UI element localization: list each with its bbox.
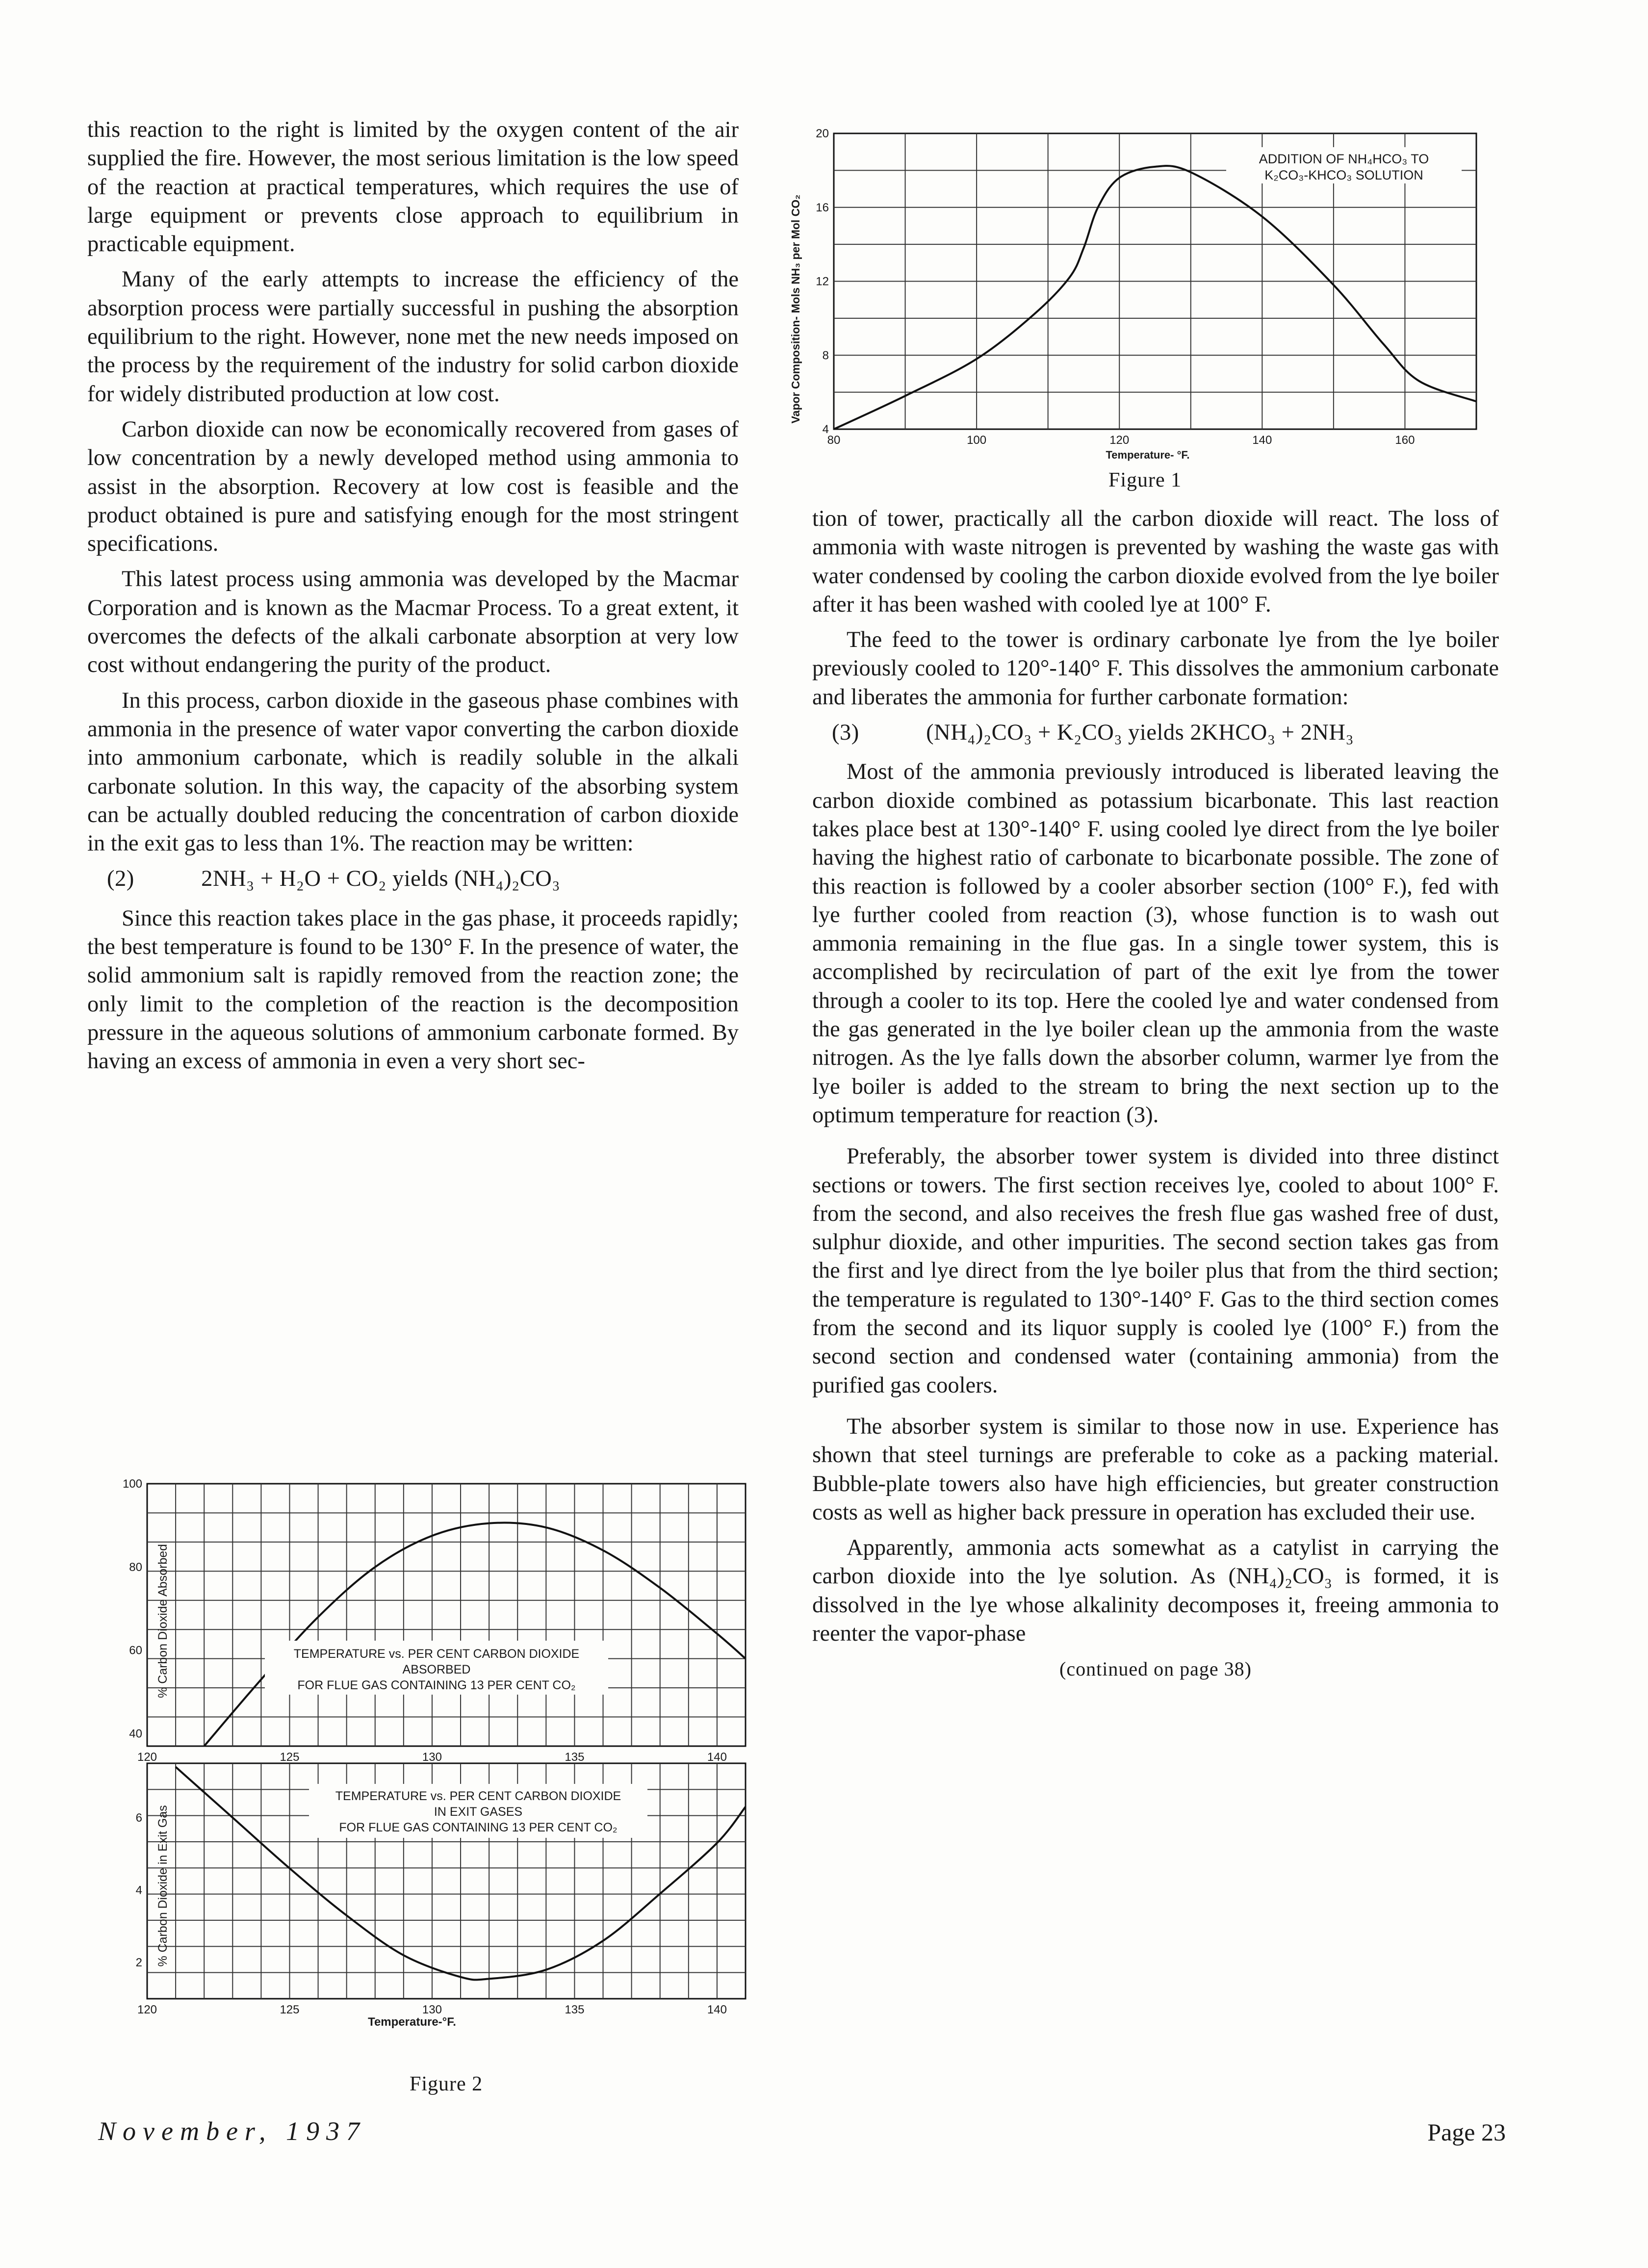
equation-body: (NH₄)₂CO₃ + K₂CO₃ yields 2KHCO₃ + 2NH₃ bbox=[926, 720, 1354, 746]
figure-1-caption: Figure 1 bbox=[1108, 469, 1182, 491]
y-tick-label: 60 bbox=[129, 1644, 142, 1657]
figure-2-top-legend-line2: ABSORBED bbox=[402, 1663, 471, 1676]
paragraph: Many of the early attempts to increase the efficiency of the absorption process were partially successful in pushing the absorption equilibrium to the right. However, none met the new needs imposed on the process by the requirement of the industry for solid carbon dioxide for widely distributed production at low cost. bbox=[87, 267, 739, 407]
figure-2-top-ylabel: % Carbon Dioxide Absorbed bbox=[156, 1544, 170, 1699]
figure-2-top-curve bbox=[204, 1523, 746, 1746]
paragraph: Apparently, ammonia acts somewhat as a catylist in carrying the carbon dioxide into the lye solution. As (NH₄)₂CO₃ is formed, it is dissolved in the lye whose alkalinity decomposes it, freeing ammonia to reenter the vapor-phase bbox=[812, 1535, 1499, 1646]
figure-1-curve bbox=[834, 166, 1476, 429]
figure-2-top-ticks bbox=[123, 1479, 727, 1764]
equation-body: 2NH₃ + H₂O + CO₂ yields (NH₄)₂CO₃ bbox=[201, 866, 561, 892]
paragraph: The feed to the tower is ordinary carbonate lye from the lye boiler previously cooled to 120°-140° F. This dissolves the ammonium carbonate and liberates the ammonia for further carbonate formation: bbox=[812, 627, 1499, 710]
equation-2 bbox=[87, 865, 739, 893]
x-tick-label: 120 bbox=[137, 2003, 157, 2016]
figure-2-chart bbox=[118, 1479, 775, 2038]
figure-1-ylabel: Vapor Composition- Mols NH₃ per Mol CO₂ bbox=[789, 194, 802, 424]
figure-2-top-legend-line1: TEMPERATURE vs. PER CENT CARBON DIOXIDE bbox=[293, 1647, 580, 1661]
x-tick-label: 135 bbox=[565, 1751, 585, 1764]
figure-1-legend-line2: K₂CO₃-KHCO₃ SOLUTION bbox=[1264, 168, 1423, 182]
x-tick-label: 140 bbox=[707, 1751, 727, 1764]
x-tick-label: 135 bbox=[565, 2003, 585, 2016]
x-tick-label: 130 bbox=[422, 2003, 442, 2016]
x-tick-label: 125 bbox=[280, 1751, 300, 1764]
paragraph: In this process, carbon dioxide in the gaseous phase combines with ammonia in the presence of water vapor converting the carbon dioxide into ammonium carbonate, which is readily soluble in the alkali carbonate solution. In this way, the capacity of the absorbing system can be actually doubled reducing the concentration of carbon dioxide in the exit gas to less than 1%. The reaction may be written: bbox=[87, 688, 739, 856]
figure-1-xlabel: Temperature- °F. bbox=[1106, 449, 1190, 461]
x-tick-label: 140 bbox=[1252, 434, 1272, 447]
figure-2-bottom-legend-line2: IN EXIT GASES bbox=[434, 1805, 523, 1819]
figure-2-xlabel: Temperature-°F. bbox=[368, 2015, 456, 2029]
x-tick-label: 140 bbox=[707, 2003, 727, 2016]
figure-1-legend-line1: ADDITION OF NH₄HCO₃ TO bbox=[1259, 152, 1429, 166]
y-tick-label: 20 bbox=[816, 127, 829, 140]
x-tick-label: 80 bbox=[827, 434, 841, 447]
paragraph: this reaction to the right is limited by the oxygen content of the air supplied the fire. However, the most serious limitation is the low speed of the reaction at practical temperatures, which requires the use of large equipment or prevents close approach to equilibrium in practicable equipment. bbox=[87, 117, 739, 257]
figure-2-bottom-legend-line3: FOR FLUE GAS CONTAINING 13 PER CENT CO₂ bbox=[339, 1821, 618, 1834]
paragraph: The absorber system is similar to those now in use. Experience has shown that steel turnings are preferable to coke as a packing material. Bubble-plate towers also have high efficiencies, but greater construction costs as well as higher back pressure in operation has excluded their use. bbox=[812, 1414, 1499, 1525]
continued-note: (continued on page 38) bbox=[1059, 1658, 1252, 1680]
x-tick-label: 130 bbox=[422, 1751, 442, 1764]
equation-3 bbox=[812, 719, 1499, 747]
right-column bbox=[812, 505, 1499, 1691]
y-tick-label: 4 bbox=[135, 1883, 142, 1897]
y-tick-label: 8 bbox=[822, 349, 829, 362]
paragraph: Preferably, the absorber tower system is divided into three distinct sections or towers. The first section receives lye, cooled to about 100° F. from the second, and also receives the fresh flue gas washed free of dust, sulphur dioxide, and other impurities. The second section takes gas from the first and lye direct from the lye boiler plus that from the third section; the temperature is regulated to 130°-140° F. Gas to the third section comes from the second and its liquor supply is cooled lye (100° F.) from the second section and condensed water (containing ammonia) from the purified gas coolers. bbox=[812, 1144, 1499, 1398]
figure-2-caption: Figure 2 bbox=[410, 2073, 483, 2095]
x-tick-label: 120 bbox=[1109, 434, 1130, 447]
x-tick-label: 100 bbox=[967, 434, 987, 447]
y-tick-label: 16 bbox=[816, 201, 829, 214]
y-tick-label: 6 bbox=[135, 1811, 142, 1825]
y-tick-label: 4 bbox=[822, 423, 829, 436]
figure-2-bottom-ylabel: % Carbon Dioxide in Exit Gas bbox=[156, 1805, 170, 1967]
page-number: Page 23 bbox=[1427, 2118, 1506, 2146]
figure-2-bottom-legend-line1: TEMPERATURE vs. PER CENT CARBON DIOXIDE bbox=[335, 1789, 621, 1803]
figure-1-chart bbox=[785, 118, 1501, 481]
y-tick-label: 40 bbox=[129, 1727, 142, 1741]
y-tick-label: 100 bbox=[122, 1479, 142, 1491]
equation-number: (3) bbox=[832, 720, 859, 746]
paragraph: Carbon dioxide can now be economically recovered from gases of low concentration by a newly developed method using ammonia to assist in the absorption. Recovery at low cost is feasible and the product obtained is pure and satisfying enough for the most stringent specifications. bbox=[87, 416, 739, 557]
y-tick-label: 12 bbox=[816, 275, 829, 288]
issue-date: November, 1937 bbox=[98, 2116, 366, 2146]
paragraph: This latest process using ammonia was developed by the Macmar Corporation and is known as the Macmar Process. To a great extent, it overcomes the defects of the alkali carbonate absorption at very low cost without endangering the purity of the product. bbox=[87, 567, 739, 678]
x-tick-label: 125 bbox=[280, 2003, 300, 2016]
left-column bbox=[87, 116, 739, 1083]
paragraph: Most of the ammonia previously introduced is liberated leaving the carbon dioxide combined as potassium bicarbonate. This last reaction takes place best at 130°-140° F. using cooled lye direct from the lye boiler having the highest ratio of carbonate to bicarbonate possible. The zone of this reaction is followed by a cooler absorber section (100° F.), fed with lye further cooled from reaction (3), whose function is to wash out ammonia remaining in the flue gas. In a single tower system, this is accomplished by recirculation of part of the exit lye from the tower through a cooler to its top. Here the cooled lye and water condensed from the gas generated in the lye boiler clean up the ammonia from the waste nitrogen. As the lye falls down the absorber column, warmer lye from the lye boiler is added to the stream to bring the next section up to the optimum temperature for reaction (3). bbox=[812, 759, 1499, 1128]
equation-number: (2) bbox=[107, 866, 134, 892]
paragraph: tion of tower, practically all the carbon dioxide will react. The loss of ammonia with waste nitrogen is prevented by washing the waste gas with water condensed by cooling the carbon dioxide evolved from the lye boiler after it has been washed with cooled lye at 100° F. bbox=[812, 506, 1499, 617]
y-tick-label: 80 bbox=[129, 1560, 142, 1574]
figure-2-top-legend-line3: FOR FLUE GAS CONTAINING 13 PER CENT CO₂ bbox=[297, 1678, 576, 1692]
y-tick-label: 2 bbox=[135, 1956, 142, 1970]
x-tick-label: 120 bbox=[137, 1751, 157, 1764]
paragraph: Since this reaction takes place in the gas phase, it proceeds rapidly; the best temperature is found to be 130° F. In the presence of water, the solid ammonium salt is rapidly removed from the reaction zone; the only limit to the completion of the reaction is the decomposition pressure in the aqueous solutions of ammonium carbonate formed. By having an excess of ammonia in even a very short sec- bbox=[87, 905, 739, 1074]
x-tick-label: 160 bbox=[1395, 434, 1415, 447]
